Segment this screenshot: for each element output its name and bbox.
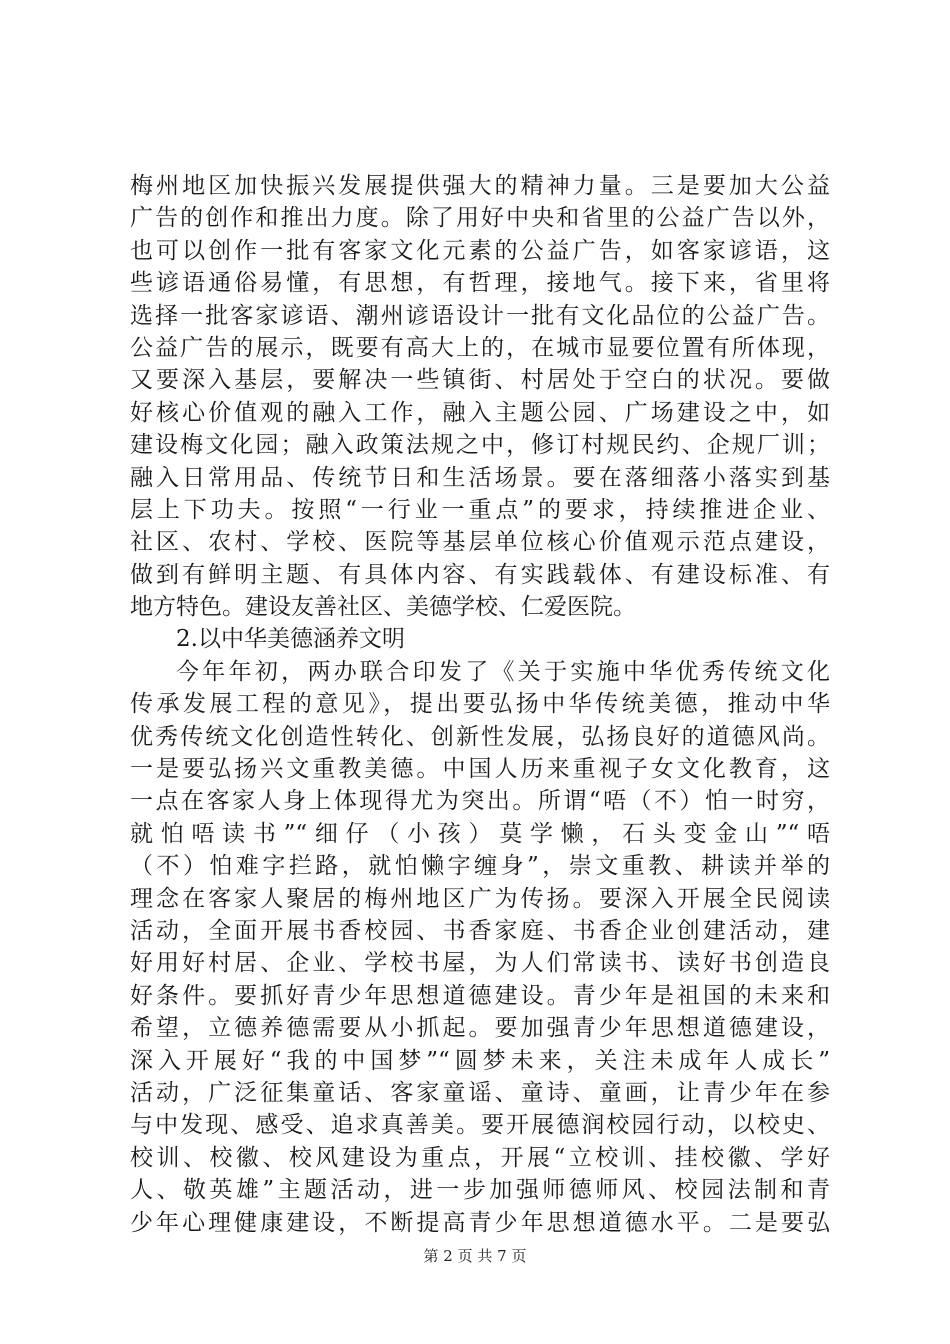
text-line: 梅州地区加快振兴发展提供强大的精神力量。三是要加大公益 (130, 173, 830, 199)
text-line: 传承发展工程的意见》，提出要弘扬中华传统美德，推动中华 (130, 691, 830, 718)
text-line: 也可以创作一批有客家文化元素的公益广告，如客家谚语，这 (130, 237, 830, 264)
text-line: 广告的创作和推出力度。除了用好中央和省里的公益广告以外， (130, 205, 830, 232)
section-heading: 2.以中华美德涵养文明 (176, 626, 405, 653)
document-body (130, 170, 830, 1239)
text-line: 与中发现、感受、追求真善美。要开展德润校园行动，以校史、 (130, 1112, 830, 1139)
text-line: 融入日常用品、传统节日和生活场景。要在落细落小落实到基 (130, 464, 830, 491)
text-line: 活动，广泛征集童话、客家童谣、童诗、童画，让青少年在参 (130, 1079, 830, 1106)
text-line: 今年年初，两办联合印发了《关于实施中华优秀传统文化 (176, 658, 830, 685)
text-line: 一点在客家人身上体现得尤为突出。所谓“唔（不）怕一时穷， (130, 788, 830, 815)
page-number-indicator: 第 2 页 共 7 页 (423, 1247, 527, 1265)
text-line: 建设梅文化园；融入政策法规之中，修订村规民约、企规厂训； (130, 432, 830, 459)
text-line: 好核心价值观的融入工作，融入主题公园、广场建设之中，如 (130, 399, 830, 426)
text-line: 少年心理健康建设，不断提高青少年思想道德水平。二是要弘 (130, 1209, 830, 1236)
text-line: 社区、农村、学校、医院等基层单位核心价值观示范点建设， (130, 529, 830, 556)
text-line: 深入开展好“我的中国梦”“圆梦未来，关注未成年人成长” (130, 1047, 830, 1074)
text-line: 人、敬英雄”主题活动，进一步加强师德师风、校园法制和青 (130, 1177, 830, 1204)
text-line: 做到有鲜明主题、有具体内容、有实践载体、有建设标准、有 (130, 561, 830, 588)
text-line: 公益广告的展示，既要有高大上的，在城市显要位置有所体现， (130, 334, 830, 361)
text-line: 些谚语通俗易懂，有思想，有哲理，接地气。接下来，省里将 (130, 270, 830, 297)
text-line: 活动，全面开展书香校园、书香家庭、书香企业创建活动，建 (130, 917, 830, 944)
text-line: 好用好村居、企业、学校书屋，为人们常读书、读好书创造良 (130, 950, 830, 977)
text-line: 选择一批客家谚语、潮州谚语设计一批有文化品位的公益广告。 (130, 302, 830, 329)
text-line: 优秀传统文化创造性转化、创新性发展，弘扬良好的道德风尚。 (130, 723, 830, 750)
page-footer (0, 1245, 950, 1266)
text-line: 希望，立德养德需要从小抓起。要加强青少年思想道德建设， (130, 1015, 830, 1042)
text-line: 好条件。要抓好青少年思想道德建设。青少年是祖国的未来和 (130, 982, 830, 1009)
text-line: （不）怕难字拦路，就怕懒字缠身”，崇文重教、耕读并举的 (130, 853, 830, 880)
text-line: 又要深入基层，要解决一些镇街、村居处于空白的状况。要做 (130, 367, 830, 394)
text-line: 地方特色。建设友善社区、美德学校、仁爱医院。 (130, 594, 636, 621)
text-line: 一是要弘扬兴文重教美德。中国人历来重视子女文化教育，这 (130, 756, 830, 783)
text-line: 就怕唔读书”“细仔（小孩）莫学懒，石头变金山”“唔 (130, 820, 830, 847)
text-line: 校训、校徽、校风建设为重点，开展“立校训、挂校徽、学好 (130, 1144, 830, 1171)
text-line: 层上下功夫。按照“一行业一重点”的要求，持续推进企业、 (130, 496, 830, 523)
text-line: 理念在客家人聚居的梅州地区广为传扬。要深入开展全民阅读 (130, 885, 830, 912)
